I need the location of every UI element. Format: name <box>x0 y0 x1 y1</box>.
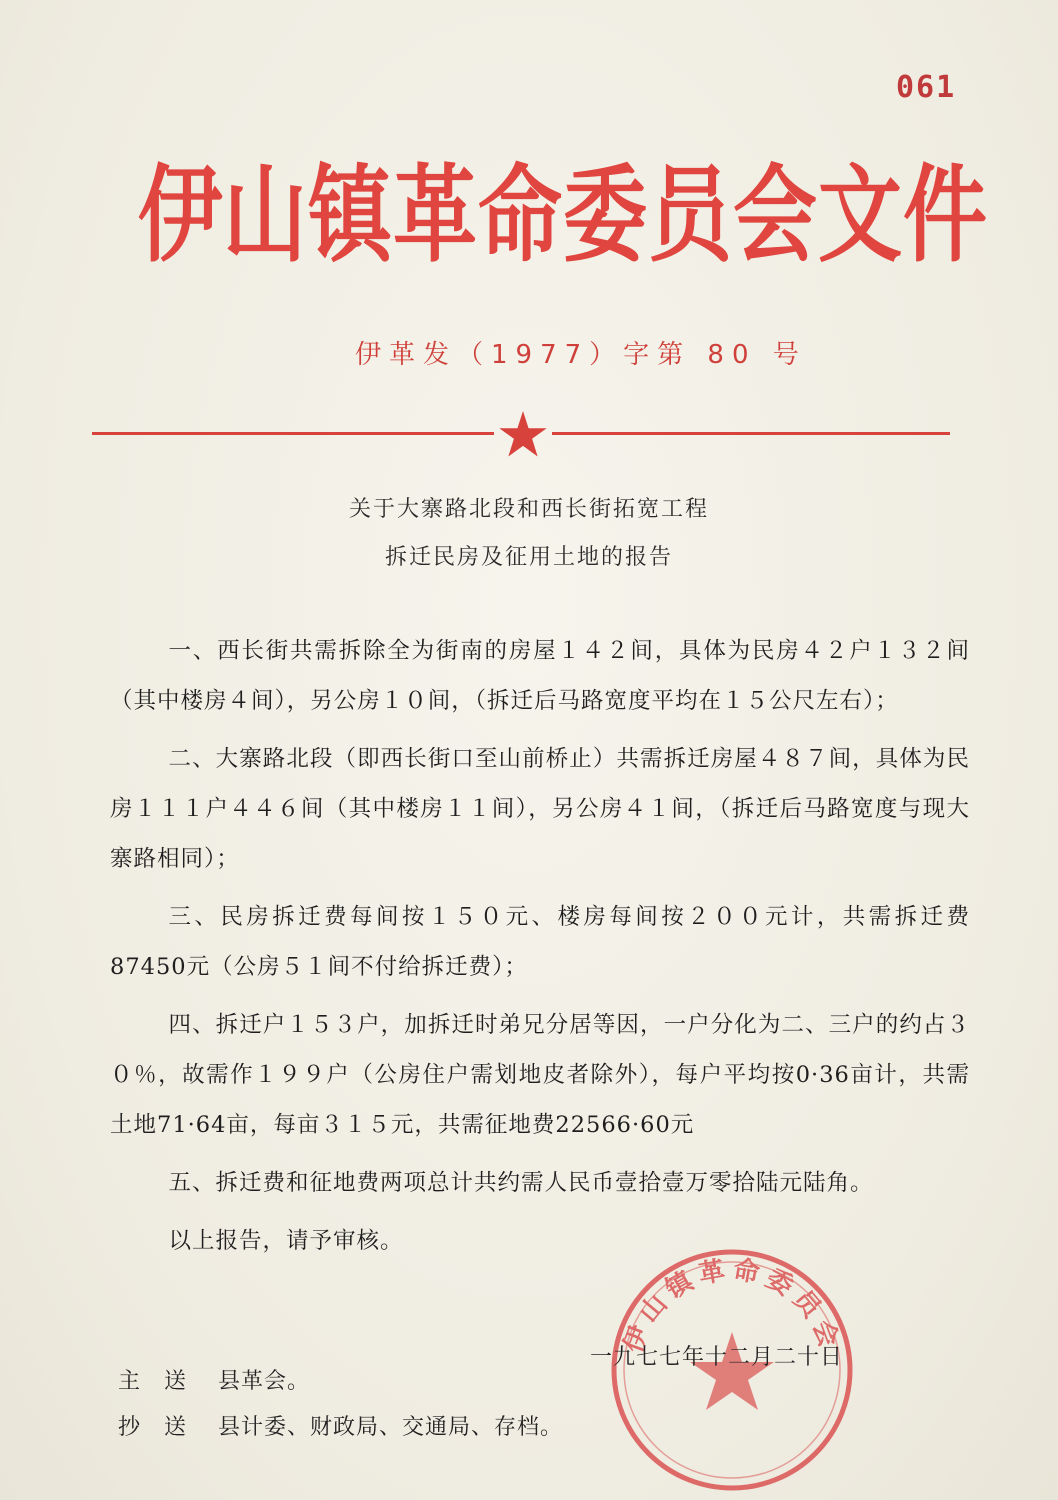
header-rule-right <box>552 432 950 435</box>
paragraph-1: 一、西长街共需拆除全为街南的房屋１４２间，具体为民房４２户１３２间（其中楼房４间），另公房１０间，（拆迁后马路宽度平均在１５公尺左右）； <box>110 638 970 714</box>
serial-number: 061 <box>896 70 957 105</box>
paragraph-4: 四、拆迁户１５３户，加拆迁时弟兄分居等因，一户分化为二、三户的约占３０％，故需作１９９户（公房住户需划地皮者除外），每户平均按0·36亩计，共需土地71·64亩，每亩３１５元，共需征地费22566·60元 <box>110 1012 970 1138</box>
subject-line-1: 关于大寨路北段和西长街拓宽工程 <box>348 497 709 522</box>
report-body <box>110 626 970 1274</box>
cc-label: 抄送 <box>118 1415 211 1440</box>
paragraph-3: 三、民房拆迁费每间按１５０元、楼房每间按２００元计，共需拆迁费87450元（公房５１间不付给拆迁费）； <box>110 904 970 980</box>
main-recipient-label: 主送 <box>118 1369 211 1394</box>
cc-recipients <box>118 1410 563 1441</box>
red-star-icon <box>497 410 549 458</box>
paragraph-5: 五、拆迁费和征地费两项总计共约需人民币壹拾壹万零拾陆元陆角。 <box>168 1170 874 1196</box>
subject-line-2: 拆迁民房及征用土地的报告 <box>384 545 673 570</box>
closing-request: 以上报告，请予审核。 <box>168 1228 404 1254</box>
main-recipient-value: 县革会。 <box>218 1369 311 1394</box>
seal-text: 伊山镇革命委员会 <box>618 1254 846 1357</box>
issue-number: 伊革发（1977）字第 80 号 <box>355 340 807 370</box>
cc-value: 县计委、财政局、交通局、存档。 <box>218 1415 564 1440</box>
header-rule-left <box>92 432 494 435</box>
main-recipient <box>118 1364 310 1395</box>
masthead-title: 伊山镇革命委员会文件 <box>138 153 989 277</box>
document-date: 一九七七年十二月二十日 <box>590 1345 844 1370</box>
paragraph-2: 二、大寨路北段（即西长街口至山前桥止）共需拆迁房屋４８７间，具体为民房１１１户４４６间（其中楼房１１间），另公房４１间，（拆迁后马路宽度与现大寨路相同）； <box>110 746 970 872</box>
